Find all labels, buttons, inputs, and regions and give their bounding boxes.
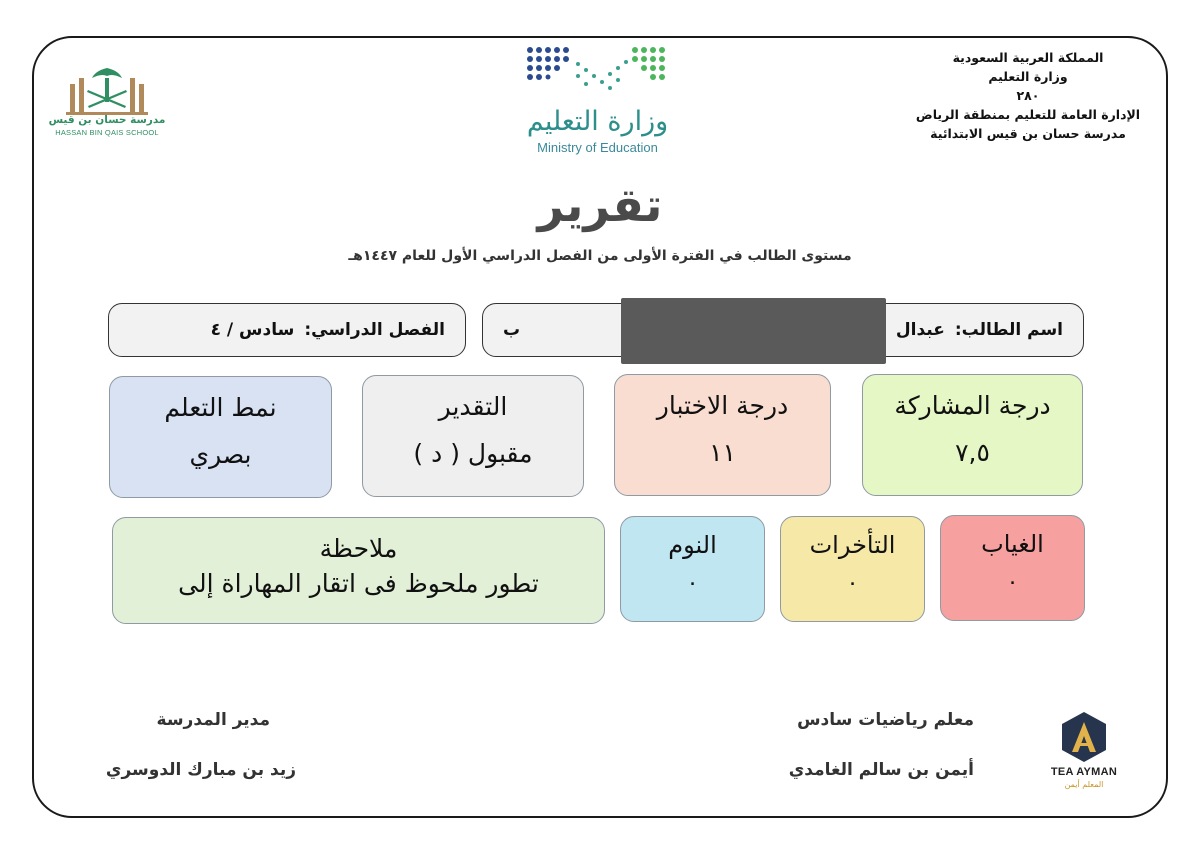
- tea-ayman-logo: [1036, 710, 1132, 796]
- tea-logo-arabic: المعلم أيمن: [1064, 780, 1104, 789]
- card-grade-label: التقدير: [438, 392, 508, 421]
- report-subtitle: مستوى الطالب في الفترة الأولى من الفصل الدراسي الأول للعام ١٤٤٧هـ: [348, 248, 852, 264]
- header-ministry: وزارة التعليم: [988, 69, 1068, 84]
- ministry-arabic-name: وزارة التعليم: [526, 106, 669, 137]
- card-absence: [940, 515, 1085, 621]
- card-note-label: ملاحظة: [319, 534, 398, 563]
- card-participation-label: درجة المشاركة: [894, 391, 1051, 420]
- school-english-name: HASSAN BIN QAIS SCHOOL: [55, 128, 159, 137]
- card-note-value: تطور ملحوظ فى اتقار المهاراة إلى: [178, 569, 539, 598]
- header-school: مدرسة حسان بن قيس الابتدائية: [930, 126, 1126, 141]
- card-test-value: ١١: [709, 438, 736, 467]
- school-logo: [48, 64, 166, 146]
- student-name-end: ب: [503, 320, 521, 340]
- ministry-logo: [520, 44, 680, 160]
- redaction-block: [621, 298, 886, 364]
- principal-title: مدير المدرسة: [156, 710, 270, 730]
- card-learning-style-value: بصري: [189, 440, 252, 469]
- card-lateness-value: ٠: [846, 571, 859, 596]
- card-learning-style-label: نمط التعلم: [164, 393, 277, 422]
- card-sleep-label: النوم: [668, 531, 717, 559]
- card-test-label: درجة الاختبار: [656, 391, 789, 420]
- header-directorate: الإدارة العامة للتعليم بمنطقة الرياض: [915, 107, 1141, 122]
- class-label: الفصل الدراسي:: [304, 320, 445, 340]
- header-right: [908, 48, 1148, 143]
- ministry-english-name: Ministry of Education: [537, 140, 658, 155]
- card-sleep: [620, 516, 765, 622]
- class-value: سادس / ٤: [210, 320, 295, 340]
- ministry-dots-icon: [520, 44, 675, 100]
- card-absence-value: ٠: [1006, 570, 1019, 595]
- card-learning-style: [109, 376, 332, 498]
- class-field: [108, 303, 466, 357]
- card-note: [112, 517, 605, 624]
- header-country: المملكة العربية السعودية: [952, 50, 1104, 65]
- teacher-name: أيمن بن سالم الغامدي: [788, 760, 974, 780]
- card-sleep-value: ٠: [686, 571, 699, 596]
- student-name-label: اسم الطالب:: [954, 320, 1063, 340]
- tea-logo-english: TEA AYMAN: [1050, 766, 1118, 778]
- header-number: ٢٨٠: [1016, 88, 1040, 103]
- palm-swords-icon: [48, 64, 166, 116]
- card-lateness-label: التأخرات: [809, 531, 896, 559]
- card-grade: [362, 375, 584, 497]
- card-participation: [862, 374, 1083, 496]
- card-absence-label: الغياب: [981, 530, 1044, 558]
- card-participation-value: ٧,٥: [955, 438, 990, 467]
- card-test: [614, 374, 831, 496]
- report-title: تقرير: [537, 178, 663, 232]
- principal-name: زيد بن مبارك الدوسري: [105, 760, 296, 780]
- student-name-start: عبدال: [895, 320, 945, 340]
- school-arabic-name: مدرسة حسان بن قيس: [48, 114, 166, 126]
- teacher-title: معلم رياضيات سادس: [797, 710, 974, 730]
- card-grade-value: مقبول ( د ): [413, 439, 533, 468]
- hexagon-a-icon: [1036, 710, 1132, 766]
- card-lateness: [780, 516, 925, 622]
